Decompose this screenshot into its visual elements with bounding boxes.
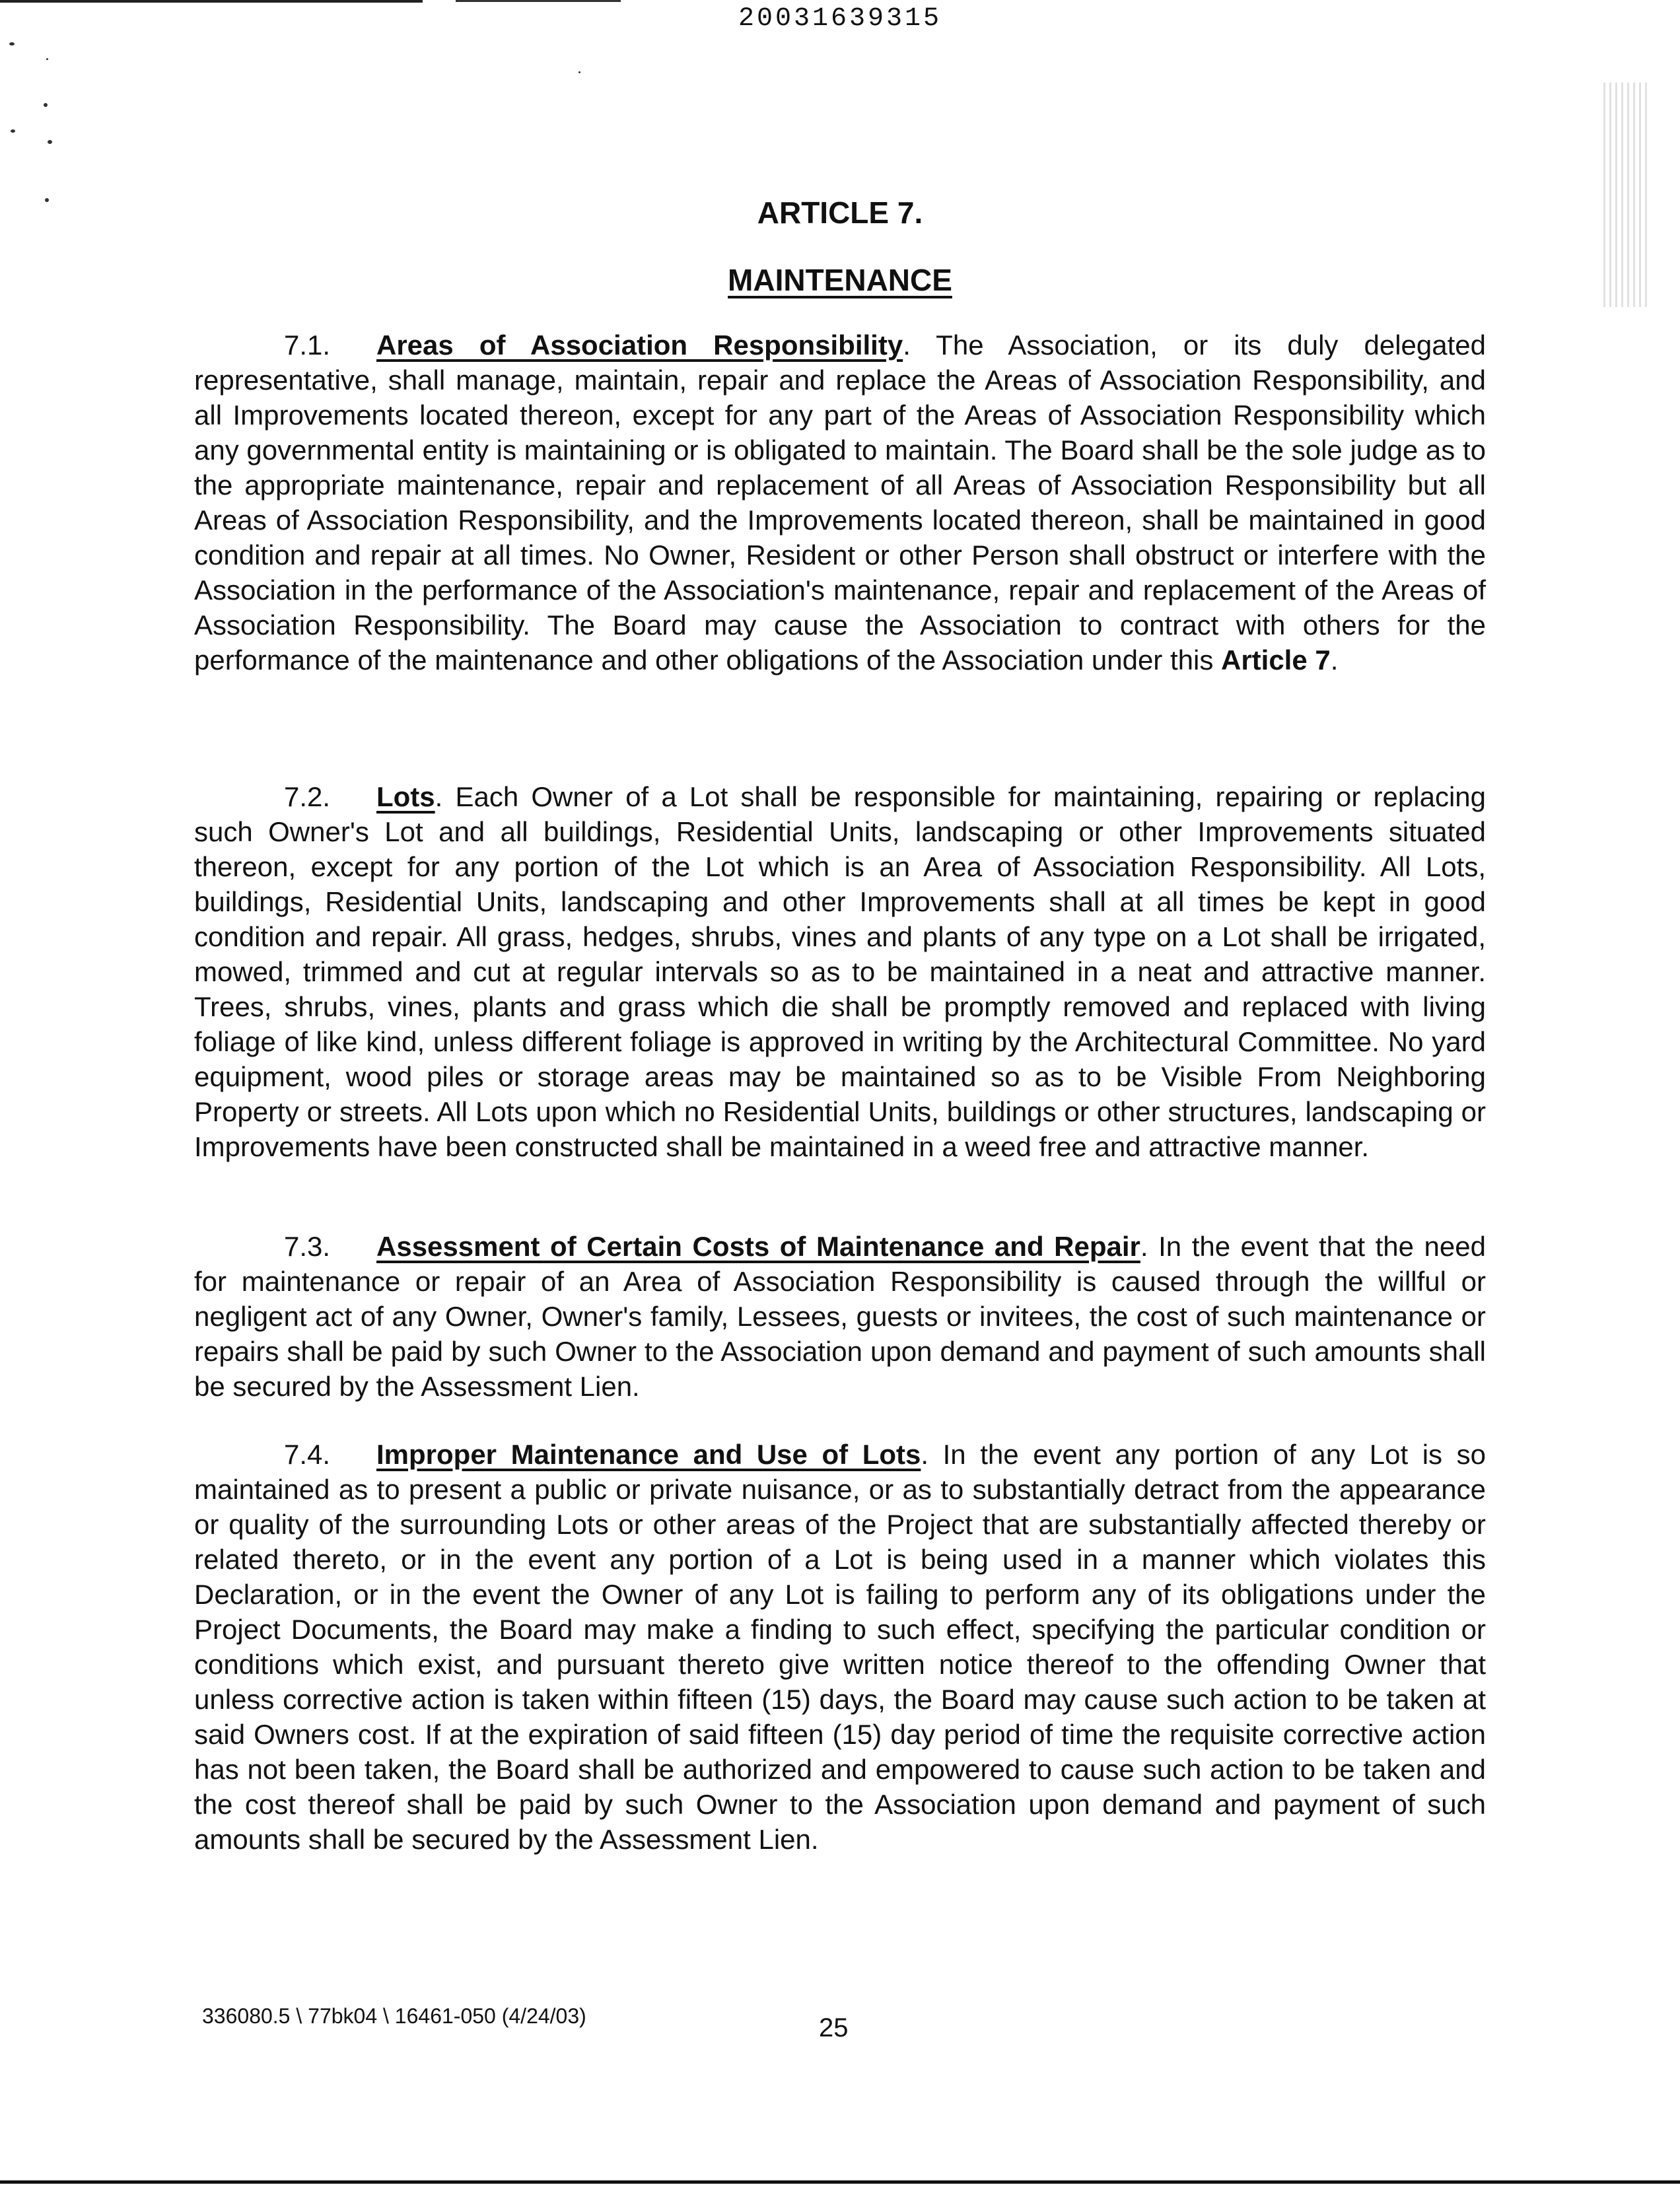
scan-speck <box>48 140 52 144</box>
section-body: . The Association, or its duly delegated representative, shall manage, maintain, repair and replace the Areas of Association Responsibility, and all Improvements located thereon, except for any part of the Areas of Association Responsibility which any governmental entity is maintaining or is obligated to maintain. The Board shall be the sole judge as to the appropriate maintenance, repair and replacement of all Areas of Association Responsibility but all Areas of Association Responsibility, and the Improvements located thereon, shall be maintained in good condition and repair at all times. No Owner, Resident or other Person shall obstruct or interfere with the Association in the performance of the Association's maintenance, repair and replacement of the Areas of Association Responsibility. The Board may cause the Association to contract with others for the performance of the maintenance and other obligations of the Association under this <box>194 330 1486 676</box>
section-number: 7.4. <box>284 1439 331 1470</box>
section-7-1 <box>194 328 1486 677</box>
section-7-4 <box>194 1437 1486 1857</box>
footer-reference: 336080.5 \ 77bk04 \ 16461-050 (4/24/03) <box>202 2004 586 2028</box>
section-number: 7.2. <box>284 781 331 812</box>
section-number: 7.1. <box>284 330 331 361</box>
section-body: . In the event any portion of any Lot is so maintained as to present a public or private nuisance, or as to substantially detract from the appearance or quality of the surrounding Lots or other areas of the Project that are substantially affected thereby or related thereto, or in the event any portion of a Lot is being used in a manner which violates this Declaration, or in the event the Owner of any Lot is failing to perform any of its obligations under the Project Documents, the Board may make a finding to such effect, specifying the particular condition or conditions which exist, and pursuant thereto give written notice thereof to the offending Owner that unless corrective action is taken within fifteen (15) days, the Board may cause such action to be taken at said Owners cost. If at the expiration of said fifteen (15) day period of time the requisite corrective action has not been taken, the Board shall be authorized and empowered to cause such action to be taken and the cost thereof shall be paid by such Owner to the Association upon demand and payment of such amounts shall be secured by the Assessment Lien. <box>194 1439 1486 1855</box>
document-number: 20031639315 <box>738 4 942 34</box>
scan-speck <box>44 103 48 107</box>
page-number: 25 <box>819 2013 849 2042</box>
scan-speck <box>46 58 48 60</box>
section-body-reference: Article 7 <box>1220 644 1331 676</box>
section-7-3 <box>194 1229 1486 1404</box>
section-number: 7.3. <box>284 1231 331 1262</box>
article-title: ARTICLE 7. <box>757 195 923 230</box>
section-body-end: . <box>1330 644 1339 676</box>
section-heading: Assessment of Certain Costs of Maintenance and Repair <box>376 1231 1140 1262</box>
scan-speck <box>578 71 580 73</box>
scan-speck <box>11 129 15 133</box>
section-body: . Each Owner of a Lot shall be responsible for maintaining, repairing or replacing such Owner's Lot and all buildings, Residential Units, landscaping or other Improvements situated thereon, except for any portion of the Lot which is an Area of Association Responsibility. All Lots, buildings, Residential Units, landscaping and other Improvements shall at all times be kept in good condition and repair. All grass, hedges, shrubs, vines and plants of any type on a Lot shall be irrigated, mowed, trimmed and cut at regular intervals so as to be maintained in a neat and attractive manner. Trees, shrubs, vines, plants and grass which die shall be promptly removed and replaced with living foliage of like kind, unless different foliage is approved in writing by the Architectural Committee. No yard equipment, wood piles or storage areas may be maintained so as to be Visible From Neighboring Property or streets. All Lots upon which no Residential Units, buildings or other structures, landscaping or Improvements have been constructed shall be maintained in a weed free and attractive manner. <box>194 781 1486 1162</box>
section-body: . In the event that the need for maintenance or repair of an Area of Association Responsibility is caused through the willful or negligent act of any Owner, Owner's family, Lessees, guests or invitees, the cost of such maintenance or repairs shall be paid by such Owner to the Association upon demand and payment of such amounts shall be secured by the Assessment Lien. <box>194 1231 1486 1402</box>
section-heading: Lots <box>376 781 435 812</box>
section-heading: Improper Maintenance and Use of Lots <box>376 1439 921 1470</box>
section-heading: Areas of Association Responsibility <box>376 330 903 361</box>
article-subtitle <box>0 260 1680 300</box>
scan-speck <box>9 42 15 46</box>
bottom-rule <box>0 2180 1680 2184</box>
article-subtitle-text: MAINTENANCE <box>728 263 952 297</box>
section-7-2 <box>194 779 1486 1164</box>
